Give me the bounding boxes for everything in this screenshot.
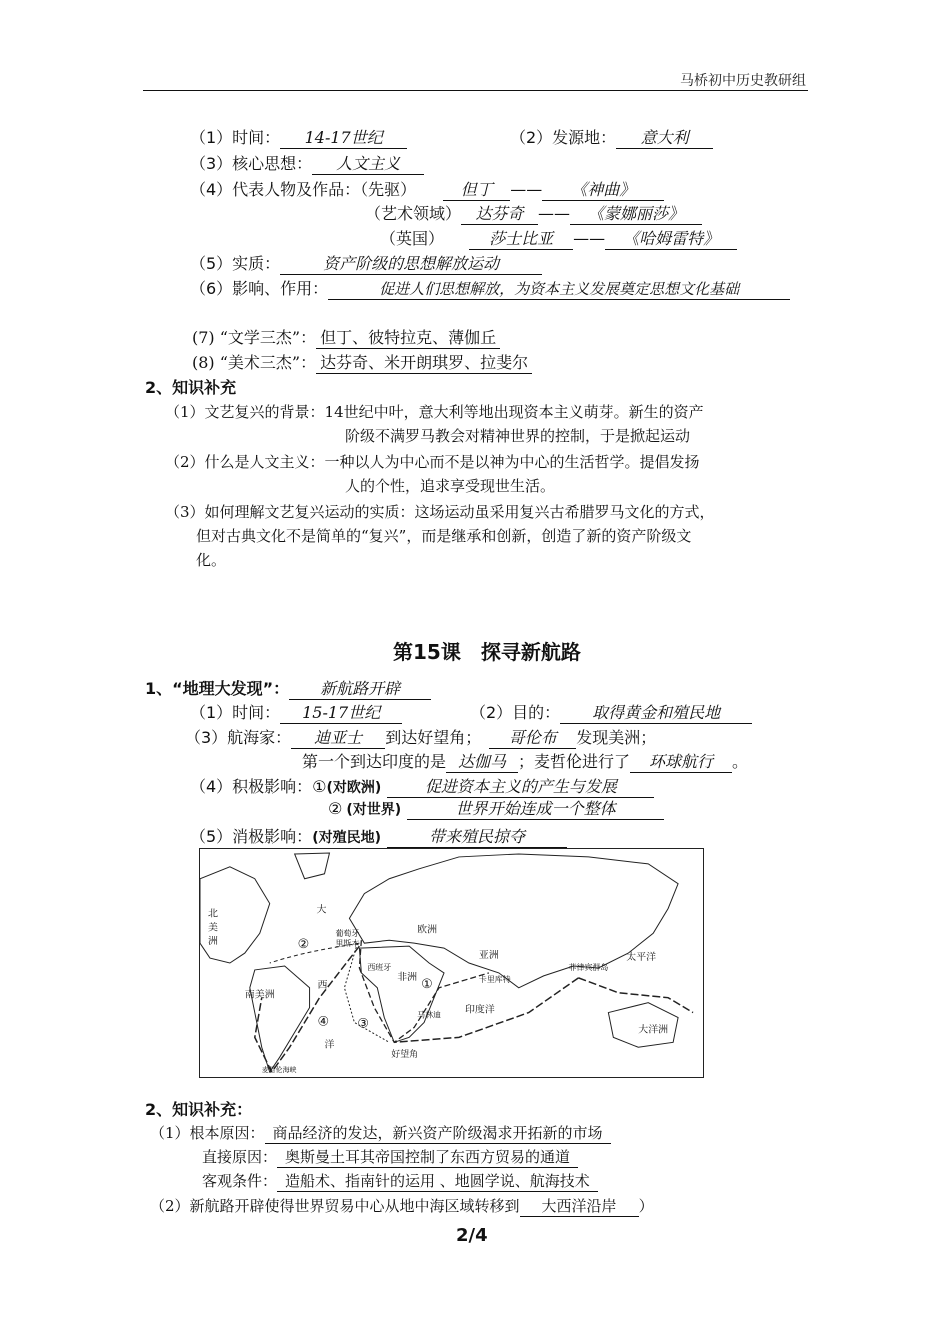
supp1-item2-line1: （2）什么是人文主义：一种以人为中心而不是以神为中心的生活哲学。提倡发扬 <box>165 453 700 471</box>
label-xi: 西 <box>317 979 328 991</box>
discovery-row <box>145 676 431 700</box>
label-africa: 非洲 <box>397 971 418 983</box>
art3-label: (8) “美术三杰”： <box>192 353 317 372</box>
positive-row-2 <box>328 799 664 820</box>
root-value: 商品经济的发达，新兴资产阶级渴求开拓新的市场 <box>265 1123 611 1144</box>
label-spain: 西班牙 <box>367 962 392 972</box>
label-zhou: 洲 <box>207 936 218 948</box>
trade-end: ） <box>638 1197 654 1215</box>
impact-value: 促进人们思想解放，为资本主义发展奠定思想文化基础 <box>328 279 790 300</box>
art-person: 达芬奇 <box>461 204 538 225</box>
origin-value: 意大利 <box>616 128 713 149</box>
label-calicut: 卡里库特 <box>478 974 511 984</box>
positive-world-tag: (对世界) <box>346 802 402 818</box>
positive-world-value: 世界开始连成一个整体 <box>407 799 664 820</box>
label-europe: 欧洲 <box>417 924 438 936</box>
label-philippines: 菲律宾群岛 <box>568 962 609 972</box>
label-indian-ocean: 印度洋 <box>464 1004 495 1016</box>
label-route-2: ② <box>297 937 310 953</box>
core-value: 人文主义 <box>312 154 424 175</box>
magellan-value: 环球航行 <box>630 752 732 773</box>
positive-europe-value: 促进资本主义的产生与发展 <box>387 777 654 798</box>
purpose-row <box>470 700 752 724</box>
voyage-time-row <box>190 700 402 724</box>
label-da: 大 <box>316 904 327 916</box>
lit-three-row <box>192 325 500 349</box>
time-value: 14-17世纪 <box>280 128 407 149</box>
negative-label: （5）消极影响： <box>190 827 313 846</box>
pioneer-person: 但丁 <box>443 180 510 201</box>
label-cape: 好望角 <box>391 1050 419 1061</box>
essence-row <box>190 251 542 275</box>
label-america: 美 <box>207 922 218 934</box>
impact-label: （6）影响、作用： <box>190 279 329 298</box>
impact-row <box>190 276 790 300</box>
art3-value: 达芬奇、米开朗琪罗、拉斐尔 <box>316 353 532 374</box>
label-south-america: 南美洲 <box>244 989 275 1001</box>
label-route-4: ④ <box>317 1014 330 1030</box>
uk-row <box>380 226 737 250</box>
positive-row-1 <box>190 774 654 798</box>
positive-label: （4）积极影响：① <box>190 777 327 796</box>
core-row <box>190 151 424 175</box>
voyage-time-label: （1）时间： <box>190 703 281 722</box>
direct-label: 直接原因： <box>202 1148 278 1166</box>
negative-value: 带来殖民掠夺 <box>387 827 567 848</box>
africa-shape <box>359 946 444 1042</box>
label-oceania: 大洋洲 <box>638 1024 669 1036</box>
navigator-label: （3）航海家： <box>185 728 292 747</box>
art-label: （艺术领域） <box>365 204 462 223</box>
south-america-shape <box>250 966 310 1075</box>
voyage-map <box>199 848 704 1078</box>
lit-value: 但丁、彼特拉克、薄伽丘 <box>316 328 500 349</box>
label-asia: 亚洲 <box>478 950 499 962</box>
lit-label: (7) “文学三杰”： <box>192 328 317 347</box>
figures-label: （4）代表人物及作品：（先驱） <box>190 180 417 199</box>
uk-person: 莎士比亚 <box>469 229 573 250</box>
pioneer-work: 《神曲》 <box>542 180 664 201</box>
supp1-item1-line1: （1）文艺复兴的背景：14世纪中叶，意大利等地出现资本主义萌芽。新生的资产 <box>165 403 704 421</box>
positive-world-num: ② <box>328 799 343 818</box>
discovery-value: 新航路开辟 <box>289 679 431 700</box>
root-label: （1）根本原因： <box>150 1124 265 1142</box>
origin-label: （2）发源地： <box>510 128 617 147</box>
navigator-dias-text: 到达好望角； <box>385 728 482 747</box>
essence-value: 资产阶级的思想解放运动 <box>280 254 542 275</box>
label-yang: 洋 <box>324 1039 335 1051</box>
art-three-row <box>192 350 532 374</box>
discovery-label: 1、“地理大发现”： <box>145 679 290 698</box>
core-label: （3）核心思想： <box>190 154 313 173</box>
uk-work: 《哈姆雷特》 <box>605 229 737 250</box>
time-label: （1）时间： <box>190 128 281 147</box>
india-row <box>302 749 748 773</box>
supp1-item1-line2: 阶级不满罗马教会对精神世界的控制，于是掀起运动 <box>345 427 691 445</box>
direct-value: 奥斯曼土耳其帝国控制了东西方贸易的通道 <box>277 1147 578 1168</box>
label-pacific: 太平洋 <box>626 952 657 964</box>
purpose-value: 取得黄金和殖民地 <box>560 703 752 724</box>
renaissance-time-row <box>190 125 407 149</box>
voyage-time-value: 15-17世纪 <box>280 703 402 724</box>
lesson-title: 第15课 探寻新航路 <box>393 640 581 664</box>
trade-value: 大西洋沿岸 <box>520 1196 639 1217</box>
dash: —— <box>510 180 543 199</box>
supp1-item3-line2: 但对古典文化不是简单的“复兴”，而是继承和创新，创造了新的资产阶级文 <box>196 527 692 545</box>
navigator-gama: 达伽马 <box>446 752 518 773</box>
greenland-shape <box>295 853 330 879</box>
header-org: 马桥初中历史教研组 <box>680 73 806 89</box>
supp1-item3-line3: 化。 <box>196 551 227 569</box>
label-route-3: ③ <box>357 1016 369 1032</box>
purpose-label: （2）目的： <box>470 703 561 722</box>
label-north: 北 <box>207 908 218 920</box>
supp1-item2-line2: 人的个性，追求享受现世生活。 <box>345 477 556 495</box>
label-malindi: 马林迪 <box>417 1010 442 1020</box>
renaissance-origin-row <box>510 125 713 149</box>
label-route-1: ① <box>421 976 433 992</box>
india-text: 第一个到达印度的是 <box>302 752 447 771</box>
negative-row <box>190 824 567 848</box>
label-strait: 麦哲伦海峡 <box>261 1066 297 1075</box>
art-work: 《蒙娜丽莎》 <box>570 204 702 225</box>
voyage-map-svg <box>200 849 703 1077</box>
period: 。 <box>732 752 749 771</box>
objective-label: 客观条件： <box>202 1172 278 1190</box>
trade-row <box>150 1195 654 1217</box>
root-row <box>150 1122 611 1144</box>
eurasia-shape <box>349 854 678 988</box>
navigator-columbus: 哥伦布 <box>489 728 576 749</box>
page-number: 2/4 <box>456 1225 488 1246</box>
dash: —— <box>573 229 606 248</box>
supp1-item3-line1: （3）如何理解文艺复兴运动的实质：这场运动虽采用复兴古希腊罗马文化的方式， <box>165 503 715 521</box>
supplement1-heading: 2、知识补充 <box>145 378 237 397</box>
header-rule <box>143 90 808 91</box>
uk-label: （英国） <box>380 229 445 248</box>
essence-label: （5）实质： <box>190 254 281 273</box>
label-lisbon: 里斯本 <box>335 939 360 949</box>
label-portugal: 葡萄牙 <box>335 929 360 939</box>
figures-row <box>190 177 664 201</box>
objective-value: 造船术、指南针的运用 、地圆学说、航海技术 <box>277 1171 598 1192</box>
negative-tag: (对殖民地) <box>312 830 381 846</box>
navigator-dias: 迪亚士 <box>291 728 385 749</box>
navigator-columbus-text: 发现美洲； <box>576 728 657 747</box>
objective-row <box>202 1170 598 1192</box>
direct-row <box>202 1146 578 1168</box>
dash: —— <box>538 204 571 223</box>
art-row <box>365 201 702 225</box>
trade-text: （2）新航路开辟使得世界贸易中心从地中海区域转移到 <box>150 1197 520 1215</box>
navigator-row <box>185 725 656 749</box>
supplement2-heading: 2、知识补充： <box>145 1100 253 1119</box>
positive-europe-tag: (对欧洲) <box>326 780 382 796</box>
magellan-text: ；麦哲伦进行了 <box>518 752 631 771</box>
